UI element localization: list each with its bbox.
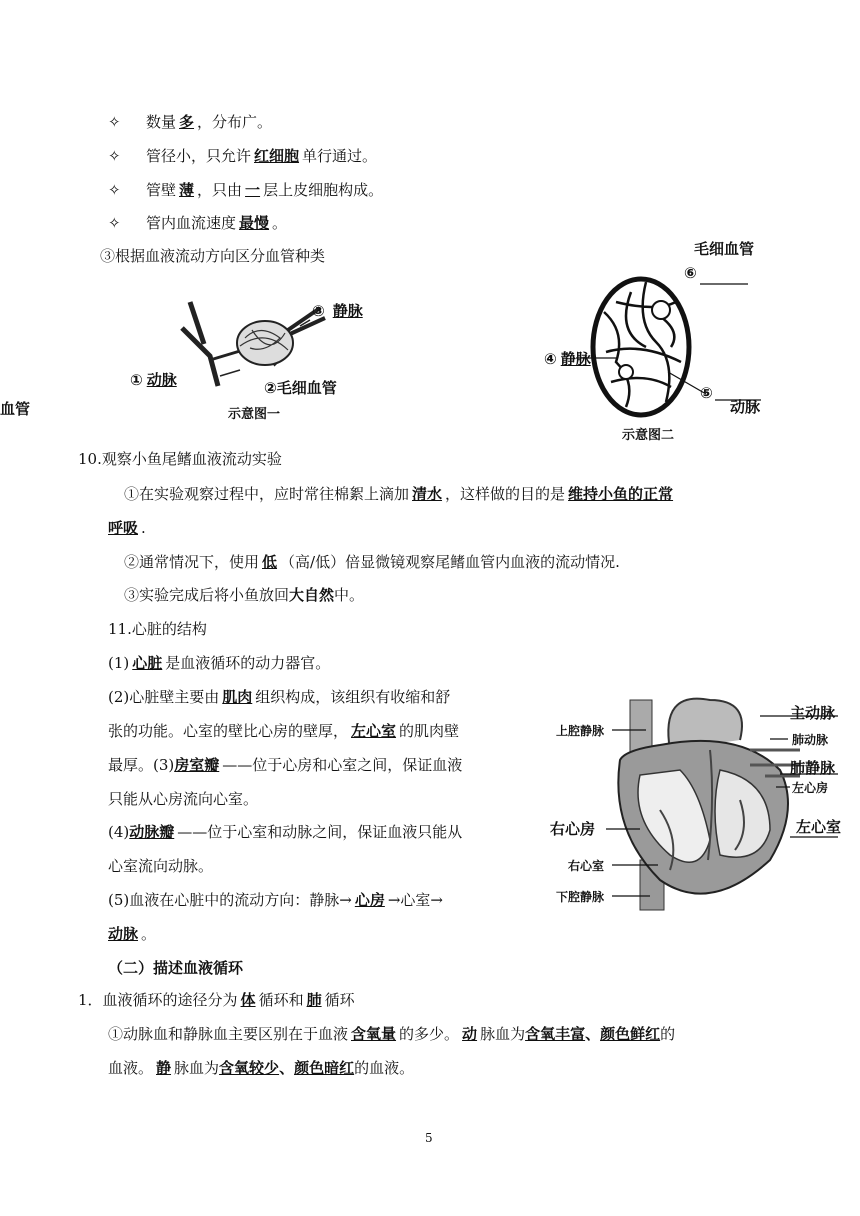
page-number: 5: [425, 1131, 433, 1145]
sec2-detail-line2: 血液。 静 脉血为含氧较少、颜色暗红的血液。: [108, 1059, 415, 1077]
fig2-label-artery: 动脉: [730, 398, 761, 416]
s11-item5-line1: (5)血液在心脏中的流动方向：静脉→ 心房 →心室→: [108, 891, 443, 909]
fig2-title: 毛细血管: [694, 240, 755, 258]
heart-label-left-ventricle: 左心室: [796, 818, 842, 836]
fig2-label-vein: ④ 静脉: [544, 350, 591, 368]
capillary-bullet-4: ✧ 管内血流速度 最慢 。: [108, 214, 288, 232]
fig2-label-5: ⑤: [700, 384, 713, 402]
s10-p1-line2: 呼吸 .: [108, 519, 146, 537]
bullet-icon: ✧: [108, 147, 121, 165]
fig2-label-6: ⑥: [684, 264, 697, 282]
s11-item2-line3: 最厚。(3)房室瓣 ——位于心房和心室之间，保证血液: [108, 756, 463, 774]
heart-label-left-atrium: 左心房: [792, 781, 829, 795]
heart-label-aorta: 主动脉: [790, 704, 836, 722]
sec2-detail-line1: ①动脉血和静脉血主要区别在于血液 含氧量 的多少。 动 脉血为含氧丰富、颜色鲜红的: [108, 1025, 676, 1043]
classify-heading: ③根据血液流动方向区分血管种类: [100, 247, 326, 265]
s10-p2: ②通常情况下，使用 低 （高/低）倍显微镜观察尾鳍血管内血液的流动情况.: [124, 553, 620, 571]
s11-item4-line1: (4)动脉瓣 ——位于心室和动脉之间，保证血液只能从: [108, 823, 463, 841]
heart-label-pulmonary-artery: 肺动脉: [792, 733, 829, 747]
s11-item2-line1: (2)心脏壁主要由 肌肉 组织构成，该组织有收缩和舒: [108, 688, 451, 706]
capillary-bullet-1: ✧ 数量 多 ，分布广。: [108, 113, 273, 131]
sec2-heading: （二）描述血液循环: [108, 959, 244, 977]
s10-p1-line1: ①在实验观察过程中，应时常往棉絮上滴加 清水 ，这样做的目的是 维持小鱼的正常: [124, 485, 674, 503]
fig1-label-capillary: ②毛细血管: [264, 379, 337, 397]
bullet-icon: ✧: [108, 113, 121, 131]
fig1-label-vein: ③ 静脉: [312, 302, 363, 320]
fig1-caption: 示意图一: [228, 407, 281, 422]
fig2-caption: 示意图二: [622, 428, 675, 443]
heart-label-ivc: 下腔静脉: [556, 890, 605, 904]
bullet-icon: ✧: [108, 214, 121, 232]
cut-off-edge-text: 血管: [0, 400, 31, 418]
s11-item4-line2: 心室流向动脉。: [108, 857, 214, 875]
s11-item1: (1) 心脏 是血液循环的动力器官。: [108, 654, 331, 672]
s11-item2-line4: 只能从心房流向心室。: [108, 790, 259, 808]
bullet-icon: ✧: [108, 181, 121, 199]
sec2-item1: 1．血液循环的途径分为 体 循环和 肺 循环: [78, 991, 355, 1009]
heart-label-right-ventricle: 右心室: [568, 859, 605, 873]
capillary-bullet-3: ✧ 管壁 薄 ，只由 一 层上皮细胞构成。: [108, 181, 384, 199]
s11-item5-line2: 动脉 。: [108, 925, 157, 943]
heart-label-svc: 上腔静脉: [556, 724, 605, 738]
s10-heading: 10.观察小鱼尾鳍血液流动实验: [78, 450, 282, 468]
s10-p3: ③实验完成后将小鱼放回大自然中。: [124, 586, 365, 604]
heart-label-right-atrium: 右心房: [550, 820, 596, 838]
heart-label-pulmonary-vein: 肺静脉: [790, 759, 836, 777]
capillary-bullet-2: ✧ 管径小，只允许 红细胞 单行通过。: [108, 147, 378, 165]
s11-heading: 11.心脏的结构: [108, 620, 207, 638]
s11-item2-line2: 张的功能。心室的壁比心房的壁厚， 左心室 的肌肉壁: [108, 722, 460, 740]
fig1-label-artery: ① 动脉: [130, 371, 177, 389]
